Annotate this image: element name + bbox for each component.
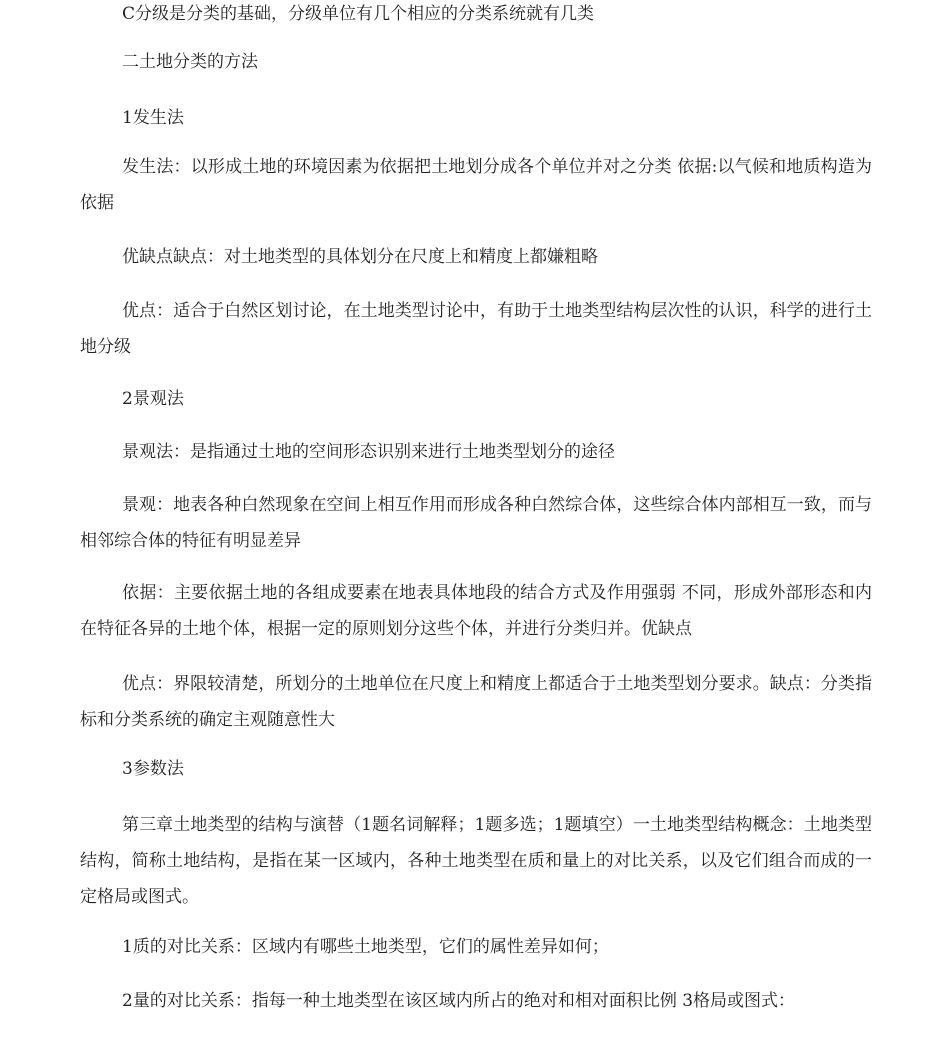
paragraph-landscape-method-pros-cons: 优点：界限较清楚，所划分的土地单位在尺度上和精度上都适合于土地类型划分要求。缺点：分类指标和分类系统的确定主观随意性大 [80,674,872,730]
paragraph-qualitative-contrast: 1质的对比关系：区域内有哪些土地类型，它们的属性差异如何； [122,937,609,957]
paragraph-genetic-method-definition: 发生法：以形成土地的环境因素为依据把土地划分成各个单位并对之分类 依据:以气候和地质构造为依据 [80,157,872,213]
paragraph-genetic-method-advantage: 优点：适合于白然区划讨论，在土地类型讨论中，有助于土地类型结构层次性的认识，科学的进行土地分级 [80,301,872,357]
paragraph-landscape-method-definition: 景观法：是指通过土地的空间形态识别来进行土地类型划分的途径 [122,442,615,462]
heading-land-classification-methods: 二土地分类的方法 [122,52,258,72]
paragraph-quantitative-contrast: 2量的对比关系：指每一种土地类型在该区域内所占的绝对和相对面积比例 3格局或图式： [122,991,796,1011]
paragraph-chapter-three-structure: 第三章土地类型的结构与演替（1题名词解释；1题多选；1题填空）一土地类型结构概念：土地类型结构，简称土地结构，是指在某一区域内，各种土地类型在质和量上的对比关系，以及它们组合而成的一定格局或图式。 [80,815,872,907]
heading-genetic-method: 1发生法 [122,108,184,128]
paragraph-classification-basis: C分级是分类的基础，分级单位有几个相应的分类系统就有几类 [122,4,595,24]
heading-parameter-method: 3参数法 [122,759,184,779]
paragraph-landscape-definition: 景观：地表各种白然现象在空间上相互作用而形成各种白然综合体，这些综合体内部相互一致，而与相邻综合体的特征有明显差异 [80,495,872,551]
paragraph-genetic-method-disadvantage: 优缺点缺点：对土地类型的具体划分在尺度上和精度上都嫌粗略 [122,247,598,267]
heading-landscape-method: 2景观法 [122,389,184,409]
paragraph-landscape-method-basis: 依据：主要依据土地的各组成要素在地表具体地段的结合方式及作用强弱 不同，形成外部形态和内在特征各异的土地个体，根据一定的原则划分这些个体，并进行分类归并。优缺点 [80,583,872,639]
